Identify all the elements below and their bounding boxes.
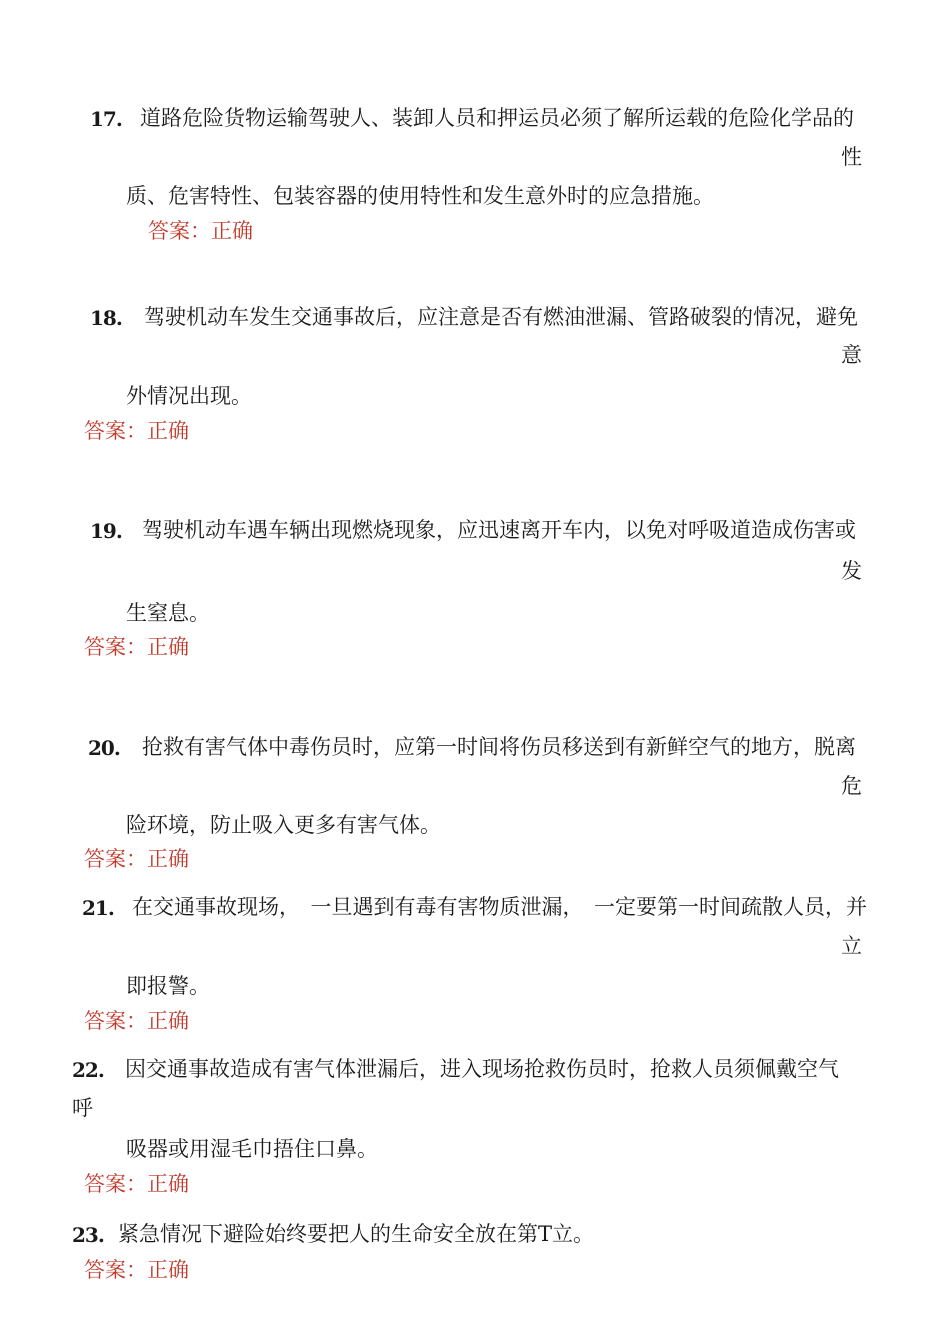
question-number: 20.	[88, 736, 120, 760]
question-text-line: 因交通事故造成有害气体泄漏后，进入现场抢救伤员时，抢救人员须佩戴空气	[125, 1057, 839, 1081]
answer-label: 答案：正确	[84, 635, 189, 659]
question-number: 17.	[90, 107, 122, 131]
question-number: 19.	[90, 519, 122, 543]
question-text-line: 在交通事故现场， 一旦遇到有毒有害物质泄漏， 一定要第一时间疏散人员，并	[132, 895, 867, 919]
question-text-line: 驾驶机动车发生交通事故后，应注意是否有燃油泄漏、管路破裂的情况，避免	[144, 305, 858, 329]
answer-label: 答案：正确	[84, 419, 189, 443]
question-wrap-char: 呼	[72, 1096, 93, 1120]
answer-label: 答案：正确	[148, 219, 253, 243]
question-wrap-char: 危	[841, 774, 862, 798]
question-text-line: 即报警。	[126, 974, 210, 998]
answer-label: 答案：正确	[84, 1172, 189, 1196]
question-wrap-char: 意	[841, 343, 862, 367]
question-text-line: 驾驶机动车遇车辆出现燃烧现象，应迅速离开车内，以免对呼吸道造成伤害或	[142, 518, 856, 542]
question-text-line: 生窒息。	[126, 601, 210, 625]
question-text-line: 外情况出现。	[126, 384, 252, 408]
question-number: 18.	[90, 306, 122, 330]
question-text-line: 吸器或用湿毛巾捂住口鼻。	[126, 1137, 378, 1161]
question-number: 21.	[82, 896, 114, 920]
question-wrap-char: 发	[841, 559, 862, 583]
answer-label: 答案：正确	[84, 1009, 189, 1033]
question-wrap-char: 立	[841, 934, 862, 958]
question-wrap-char: 性	[841, 145, 862, 169]
answer-label: 答案：正确	[84, 1258, 189, 1282]
question-text-line: 抢救有害气体中毒伤员时，应第一时间将伤员移送到有新鲜空气的地方，脱离	[142, 735, 856, 759]
question-text-line: 质、危害特性、包装容器的使用特性和发生意外时的应急措施。	[126, 184, 714, 208]
question-number: 22.	[72, 1058, 104, 1082]
question-text-line: 道路危险货物运输驾驶人、装卸人员和押运员必须了解所运载的危险化学品的	[140, 106, 854, 130]
question-text-line: 紧急情况下避险始终要把人的生命安全放在第T立。	[118, 1222, 595, 1246]
question-text-line: 险环境，防止吸入更多有害气体。	[126, 813, 441, 837]
answer-label: 答案：正确	[84, 847, 189, 871]
question-number: 23.	[72, 1223, 104, 1247]
